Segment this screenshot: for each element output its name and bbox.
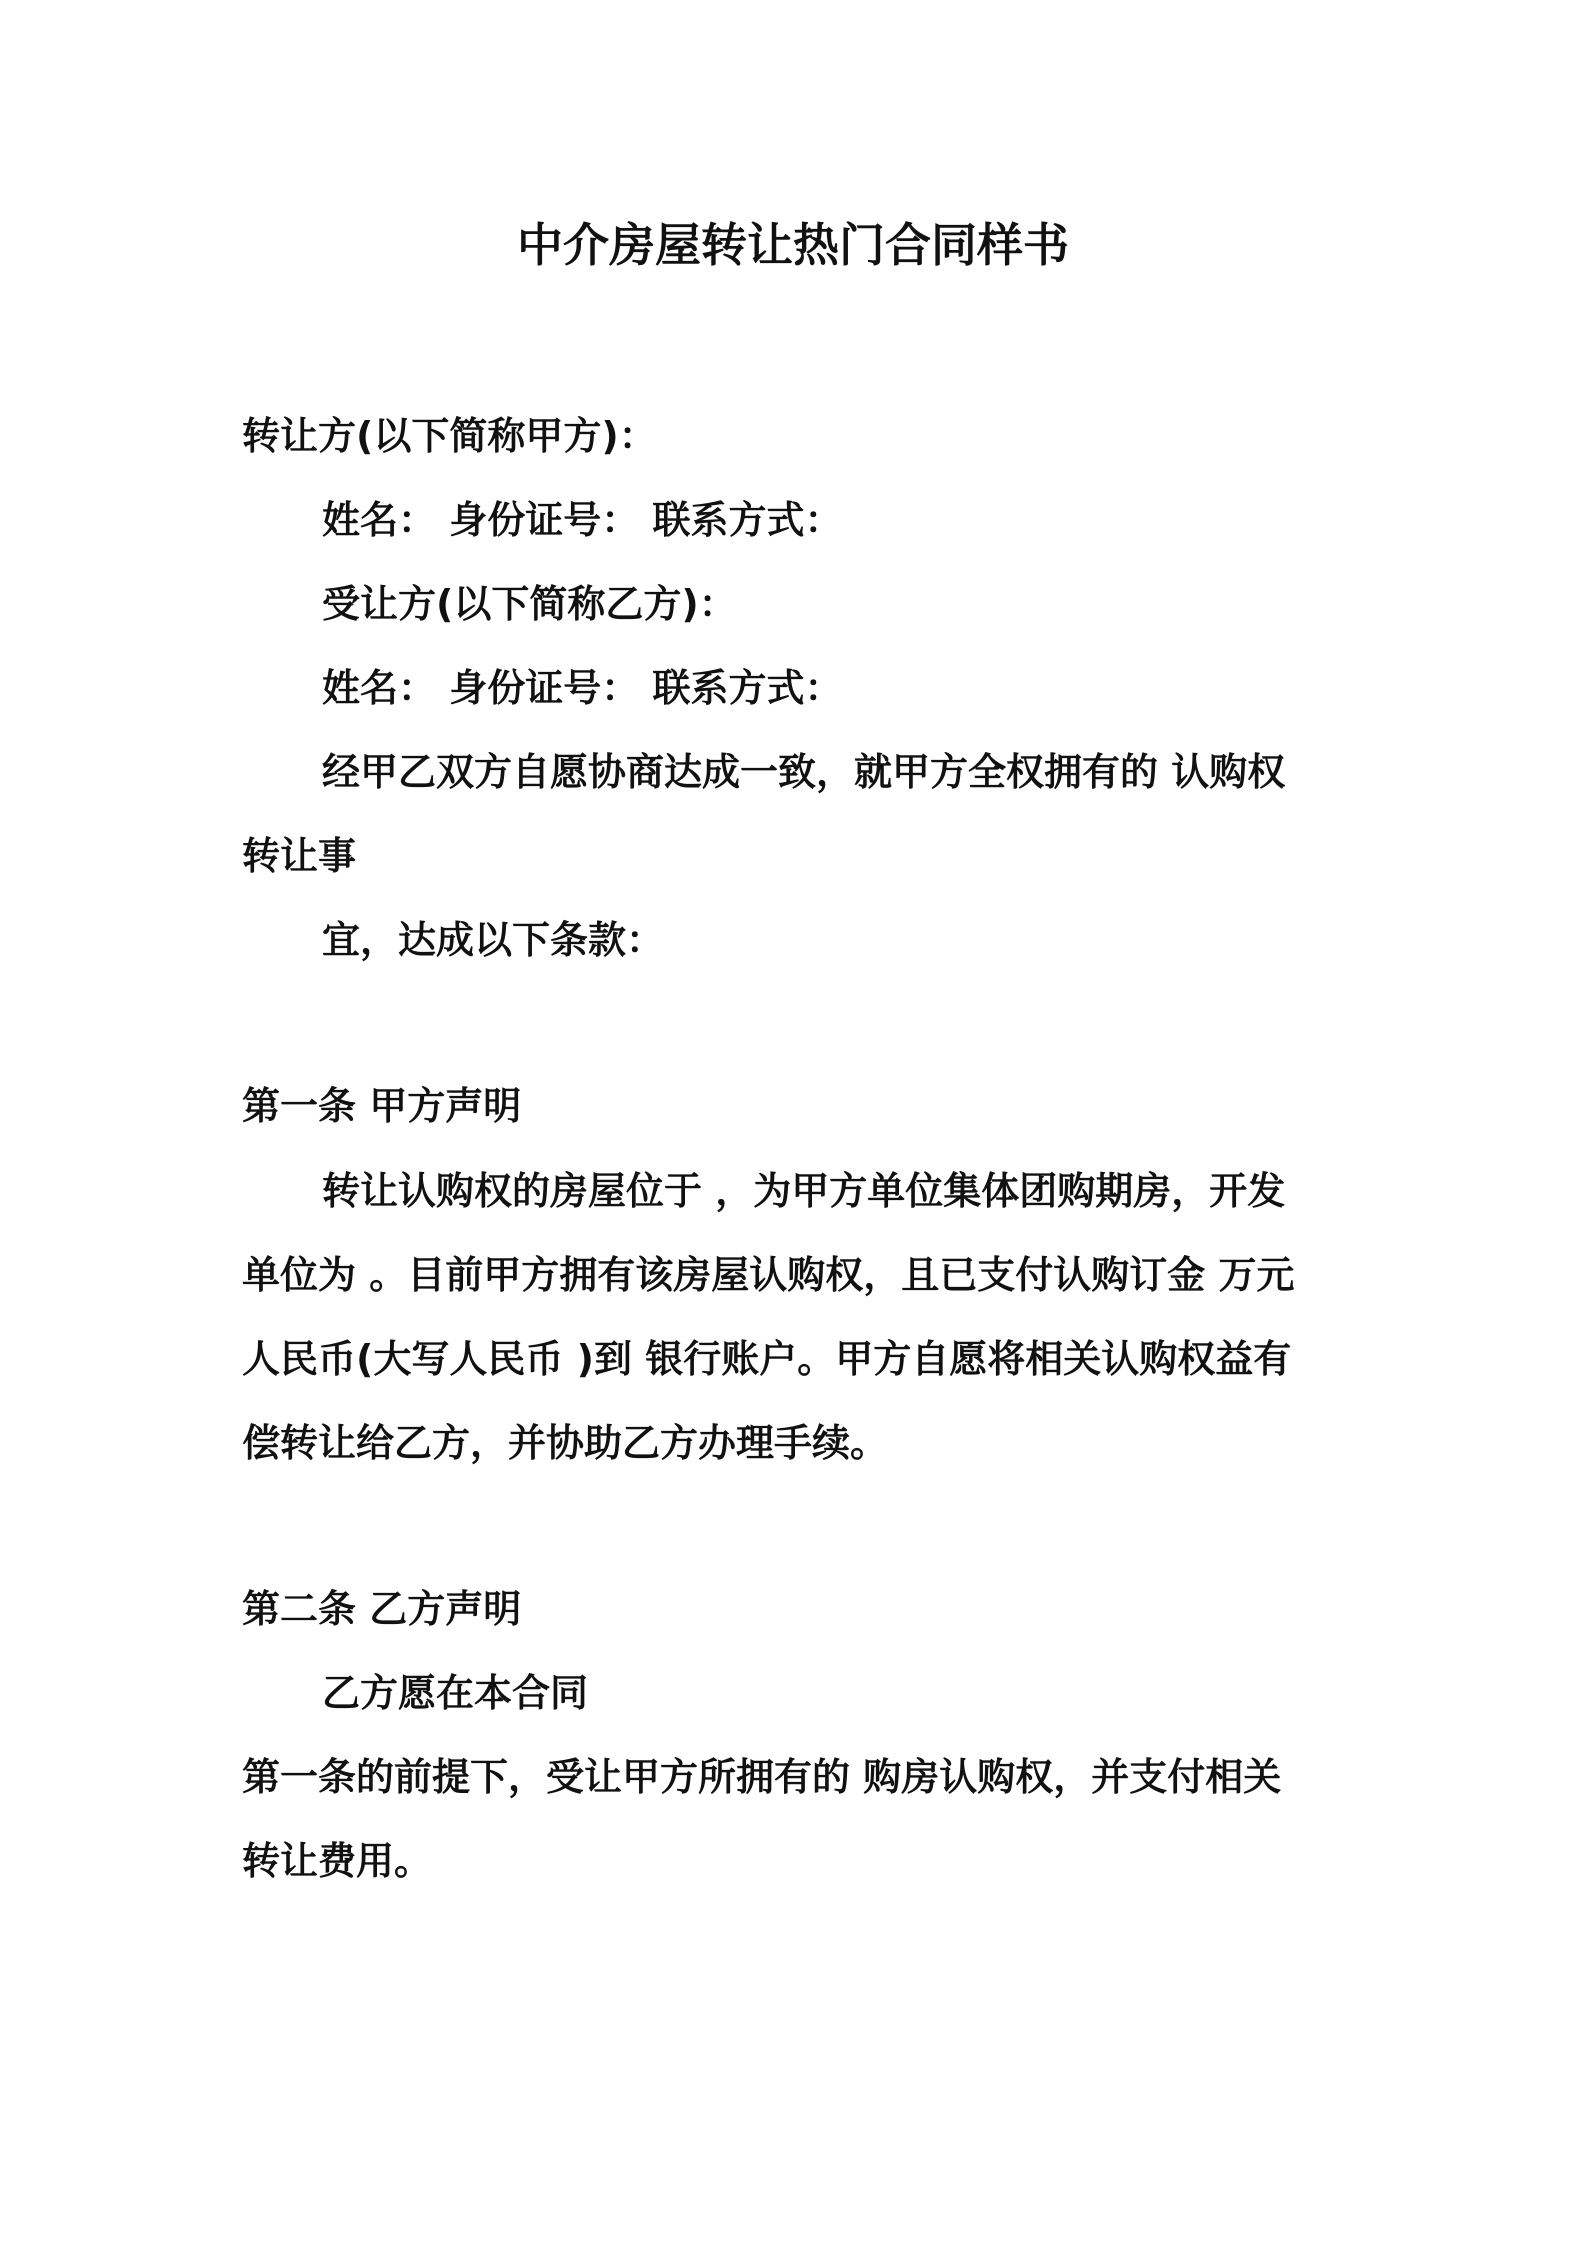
preamble-line-2: 转让事 [242,834,357,878]
article-2-line-1: 乙方愿在本合同 [322,1671,589,1715]
article-2-line-3: 转让费用。 [242,1839,433,1883]
article-1-line-4: 偿转让给乙方，并协助乙方办理手续。 [242,1421,889,1465]
transferor-info-line: 姓名： 身份证号： 联系方式： [322,498,843,542]
preamble-line-1: 经甲乙双方自愿协商达成一致，就甲方全权拥有的 认购权 [322,750,1286,794]
preamble-line-3: 宜，达成以下条款： [322,918,665,962]
document-title: 中介房屋转让热门合同样书 [517,218,1069,272]
article-1-line-1: 转让认购权的房屋位于 ，为甲方单位集体团购期房，开发 [322,1169,1286,1213]
transferor-heading: 转让方(以下简称甲方)： [242,414,657,458]
article-2-heading: 第二条 乙方声明 [242,1587,522,1631]
article-2-line-2: 第一条的前提下，受让甲方所拥有的 购房认购权，并支付相关 [242,1755,1282,1799]
article-1-line-3: 人民币(大写人民币 )到 银行账户。甲方自愿将相关认购权益有 [242,1337,1292,1381]
article-1-heading: 第一条 甲方声明 [242,1084,522,1128]
transferee-heading: 受让方(以下简称乙方)： [322,582,737,626]
article-1-line-2: 单位为 。目前甲方拥有该房屋认购权，且已支付认购订金 万元 [242,1253,1295,1297]
transferee-info-line: 姓名： 身份证号： 联系方式： [322,666,843,710]
